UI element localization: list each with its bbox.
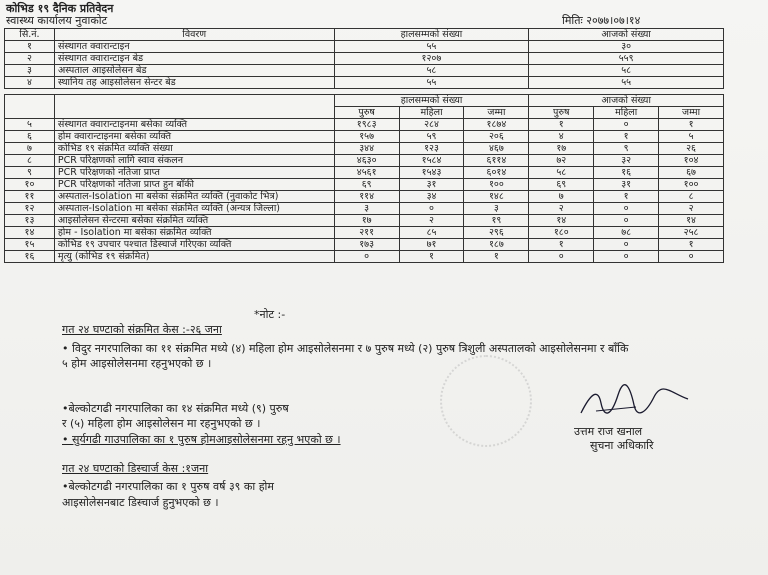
sub-male: पुरुष xyxy=(529,107,594,119)
table-row xyxy=(5,215,724,227)
cell: ० xyxy=(399,203,464,215)
cell: २८४ xyxy=(399,119,464,131)
facility-table xyxy=(4,28,724,89)
note-para4-line2: आइसोलेसनबाट डिस्चार्ज हुनुभएको छ । xyxy=(62,496,219,509)
cell: कोभिड १९ उपचार पश्चात डिस्चार्ज गरिएका व्यक्ति xyxy=(54,239,334,251)
cell: ० xyxy=(594,203,659,215)
sub-total: जम्मा xyxy=(659,107,724,119)
cell: ४५६१ xyxy=(334,167,399,179)
note-para1-line1: • विदुर नगरपालिका का ११ संक्रमित मध्ये (४) महिला होम आइसोलेसनमा र ७ पुरुष मध्ये (२) पुरुष त्रिशुली अस्पतालको आइसोलेसनमा र बाँकि xyxy=(62,342,629,355)
cell: ० xyxy=(659,251,724,263)
cell: १९ xyxy=(464,215,529,227)
report-date: मितिः २०७७।०७।१४ xyxy=(562,14,641,27)
table-header-row xyxy=(5,29,724,41)
cell: १२३ xyxy=(399,143,464,155)
cell: ७२ xyxy=(529,155,594,167)
cell: १ xyxy=(659,119,724,131)
office-seal xyxy=(440,355,532,447)
note-para4-line1: •बेल्कोटगढी नगरपालिका का १ पुरुष वर्ष ३९ का होम xyxy=(62,480,274,493)
office-name: स्वास्थ्य कार्यालय नुवाकोट xyxy=(6,14,108,27)
cell: ७ xyxy=(5,143,55,155)
sub-female: महिला xyxy=(594,107,659,119)
cell: १५ xyxy=(5,239,55,251)
cell: २११ xyxy=(334,227,399,239)
cell: ५९ xyxy=(399,131,464,143)
cell: ८ xyxy=(659,191,724,203)
note-para3: • सुर्यगढी गाउपालिका का १ पुरुष होमआइसोलेसनमा रहनु भएको छ । xyxy=(62,433,341,446)
cell: ३ xyxy=(334,203,399,215)
cell: ४ xyxy=(5,77,55,89)
cell: १७ xyxy=(334,215,399,227)
cell: ० xyxy=(594,239,659,251)
cell: ० xyxy=(529,251,594,263)
note-para1-line2: ५ होम आइसोलेसनमा रहनुभएको छ । xyxy=(62,357,212,370)
col-today-count: आजको संख्या xyxy=(529,29,724,41)
sub-female: महिला xyxy=(399,107,464,119)
table-row xyxy=(5,143,724,155)
cell: १२ xyxy=(5,203,55,215)
cell: १२०७ xyxy=(334,53,529,65)
note-para2-line1: •बेल्कोटगढी नगरपालिका का १४ संक्रमित मध्ये (९) पुरुष xyxy=(62,402,289,415)
cell: ० xyxy=(594,119,659,131)
table-row xyxy=(5,179,724,191)
cell: संस्थागत क्वारान्टाइन xyxy=(54,41,334,53)
cell: १ xyxy=(399,251,464,263)
cell: आइसोलेसन सेन्टरमा बसेका संक्रमित व्यक्ति xyxy=(54,215,334,227)
cell: ७१ xyxy=(399,239,464,251)
note-para2-line2: र (५) महिला होम आइसोलेसन मा रहनुभएको छ । xyxy=(62,417,261,430)
cell: ६९ xyxy=(529,179,594,191)
cell: २५८ xyxy=(659,227,724,239)
cell: ३० xyxy=(529,41,724,53)
cell: संस्थागत क्वारान्टाइन बेड xyxy=(54,53,334,65)
cell: ६७ xyxy=(659,167,724,179)
cell: मृत्यु (कोभिड १९ संक्रमित) xyxy=(54,251,334,263)
cell: ११ xyxy=(5,191,55,203)
cell: २ xyxy=(399,215,464,227)
cell: १७३ xyxy=(334,239,399,251)
cell: कोभिड १९ संक्रमित व्यक्ति संख्या xyxy=(54,143,334,155)
cell: ८५ xyxy=(399,227,464,239)
table-row xyxy=(5,131,724,143)
group-total: हालसम्मको संख्या xyxy=(334,95,529,107)
cell: ४ xyxy=(529,131,594,143)
cases-table xyxy=(4,94,724,263)
table-row xyxy=(5,191,724,203)
cell: १ xyxy=(659,239,724,251)
cell: ५८ xyxy=(334,65,529,77)
cell: PCR परिक्षणको लागि स्वाव संकलन xyxy=(54,155,334,167)
empty-header xyxy=(54,95,334,119)
cell: २६ xyxy=(659,143,724,155)
cell: ७ xyxy=(529,191,594,203)
discharge-heading: गत २४ घण्टाको डिस्चार्ज केस :१जना xyxy=(62,462,209,475)
cell: १४ xyxy=(529,215,594,227)
cell: २ xyxy=(529,203,594,215)
group-today: आजको संख्या xyxy=(529,95,724,107)
cell: ३४ xyxy=(399,191,464,203)
cell: ३१ xyxy=(399,179,464,191)
cell: ० xyxy=(594,215,659,227)
cell: २९६ xyxy=(464,227,529,239)
cell: ३२ xyxy=(594,155,659,167)
cell: ६११४ xyxy=(464,155,529,167)
cell: अस्पताल-Isolation मा बसेका संक्रमित व्यक्ति (नुवाकोट भित्र) xyxy=(54,191,334,203)
table-row xyxy=(5,203,724,215)
cell: ९ xyxy=(5,167,55,179)
cell: १८७ xyxy=(464,239,529,251)
cell: ५५९ xyxy=(529,53,724,65)
table-row xyxy=(5,65,724,77)
cell: ४६३० xyxy=(334,155,399,167)
cell: १ xyxy=(594,131,659,143)
cell: ६९ xyxy=(334,179,399,191)
cell: १५४३ xyxy=(399,167,464,179)
cell: २ xyxy=(5,53,55,65)
col-description: विवरण xyxy=(54,29,334,41)
cell: ११४ xyxy=(334,191,399,203)
cell: ५८ xyxy=(529,65,724,77)
empty-header xyxy=(5,95,55,119)
cell: PCR परिक्षणको नतिजा प्राप्त हुन बाँकी xyxy=(54,179,334,191)
table-row xyxy=(5,155,724,167)
signatory-name: उत्तम राज खनाल xyxy=(574,425,643,438)
cell: १० xyxy=(5,179,55,191)
sub-male: पुरुष xyxy=(334,107,399,119)
cell: १५७ xyxy=(334,131,399,143)
table-row xyxy=(5,77,724,89)
cell: २०६ xyxy=(464,131,529,143)
cell: १४ xyxy=(5,227,55,239)
signature-mark xyxy=(576,383,696,419)
cell: ० xyxy=(594,251,659,263)
new-cases-heading: गत २४ घण्टाको संक्रमित केस :-२६ जना xyxy=(62,323,222,336)
cell: PCR परिक्षणको नतिजा प्राप्त xyxy=(54,167,334,179)
cell: ० xyxy=(334,251,399,263)
cell: १३ xyxy=(5,215,55,227)
cell: ३ xyxy=(5,65,55,77)
cell: ६ xyxy=(5,131,55,143)
cell: १०० xyxy=(659,179,724,191)
signatory-title: सुचना अधिकारि xyxy=(590,439,654,452)
cell: ८ xyxy=(5,155,55,167)
table-row xyxy=(5,251,724,263)
cell: अस्पताल आइसोलेसन बेड xyxy=(54,65,334,77)
cell: १०० xyxy=(464,179,529,191)
cell: ५५ xyxy=(529,77,724,89)
cell: १ xyxy=(529,119,594,131)
cell: ४६७ xyxy=(464,143,529,155)
cell: ३४४ xyxy=(334,143,399,155)
cell: १६ xyxy=(594,167,659,179)
cell: ९ xyxy=(594,143,659,155)
cell: १४८ xyxy=(464,191,529,203)
cell: ५ xyxy=(5,119,55,131)
cell: ३१ xyxy=(594,179,659,191)
cell: १५८४ xyxy=(399,155,464,167)
cell: १६ xyxy=(5,251,55,263)
cell: ३ xyxy=(464,203,529,215)
cell: अस्पताल-Isolation मा बसेका संक्रमित व्यक्ति (अन्यत्र जिल्ला) xyxy=(54,203,334,215)
cell: १०४ xyxy=(659,155,724,167)
cell: १ xyxy=(464,251,529,263)
cell: होम क्वारान्टाइनमा बसेका व्यक्ति xyxy=(54,131,334,143)
cell: ५५ xyxy=(334,77,529,89)
cell: संस्थागत क्वारान्टाइनमा बसेका व्यक्ति xyxy=(54,119,334,131)
cell: १७ xyxy=(529,143,594,155)
sub-total: जम्मा xyxy=(464,107,529,119)
cell: ५ xyxy=(659,131,724,143)
cell: स्थानिय तह आइसोलेसन सेन्टर बेड xyxy=(54,77,334,89)
table-row xyxy=(5,41,724,53)
table-row xyxy=(5,167,724,179)
cell: ५८ xyxy=(529,167,594,179)
report-title: कोभिड १९ दैनिक प्रतिवेदन xyxy=(6,2,114,15)
table-row xyxy=(5,239,724,251)
cases-table-body xyxy=(5,119,724,263)
col-sn: सि.नं. xyxy=(5,29,55,41)
table-row xyxy=(5,53,724,65)
cell: १ xyxy=(5,41,55,53)
cell: ६०१४ xyxy=(464,167,529,179)
table-row xyxy=(5,119,724,131)
cell: १ xyxy=(594,191,659,203)
table-row xyxy=(5,227,724,239)
cell: ७८ xyxy=(594,227,659,239)
cell: १९८३ xyxy=(334,119,399,131)
cell: होम - Isolation मा बसेका संक्रमित व्यक्ति xyxy=(54,227,334,239)
note-label: *नोट :- xyxy=(254,308,286,321)
cell: १ xyxy=(529,239,594,251)
group-header-row xyxy=(5,95,724,107)
col-total-count: हालसम्मको संख्या xyxy=(334,29,529,41)
cell: ५५ xyxy=(334,41,529,53)
cell: १४ xyxy=(659,215,724,227)
cell: १८७४ xyxy=(464,119,529,131)
cell: २ xyxy=(659,203,724,215)
cell: १८० xyxy=(529,227,594,239)
